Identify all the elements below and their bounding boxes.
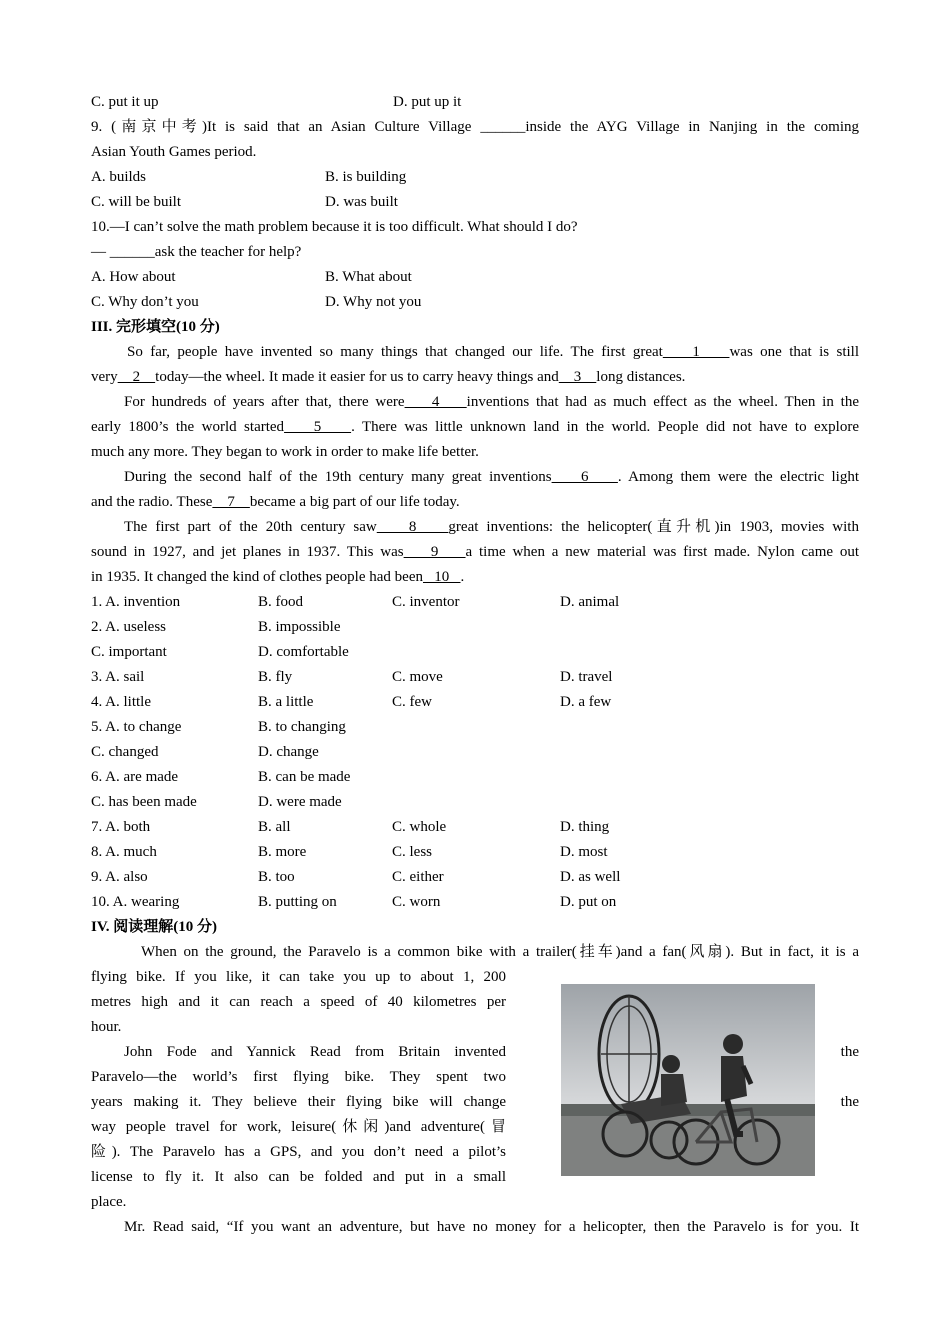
cloze-option-row — [91, 790, 859, 815]
option-d: D. thing — [560, 819, 610, 835]
cloze-p3-line1 — [91, 465, 859, 490]
reading-line-1: When on the ground, the Paravelo is a common bike with a trailer(挂车)and a fan(风扇). But in fact, it is a — [141, 944, 859, 960]
option-b: B. all — [258, 819, 291, 835]
cloze-p2-line3: much any more. They began to work in order to make life better. — [91, 444, 479, 460]
cloze-text: So far, people have invented so many things that changed our life. The first great — [127, 344, 663, 360]
q8-option-d: D. put up it — [393, 94, 462, 110]
option-d: D. put on — [560, 894, 617, 910]
cloze-text: and the radio. These — [91, 494, 213, 510]
q10-options-row2 — [91, 290, 859, 315]
cloze-option-row — [91, 740, 859, 765]
q9-option-c: C. will be built — [91, 194, 181, 210]
option-a: 8. A. much — [91, 844, 157, 860]
cloze-options — [91, 590, 859, 915]
option-d: D. change — [258, 744, 319, 760]
q10-option-c: C. Why don’t you — [91, 294, 199, 310]
cloze-p2-line1 — [91, 390, 859, 415]
option-b: B. impossible — [258, 619, 341, 635]
cloze-text: today—the wheel. It made it easier for us to carry heavy things and — [155, 369, 559, 385]
q10-option-d: D. Why not you — [325, 294, 422, 310]
q8-option-c: C. put it up — [91, 94, 159, 110]
cloze-text: in 1935. It changed the kind of clothes people had been — [91, 569, 423, 585]
q9-stem-line1 — [91, 115, 859, 140]
option-a: 9. A. also — [91, 869, 148, 885]
cloze-option-row — [91, 815, 859, 840]
cloze-option-row — [91, 590, 859, 615]
cloze-blank-10: 10 — [423, 569, 461, 585]
option-c: C. important — [91, 644, 167, 660]
reading-line-11: place. — [91, 1194, 127, 1210]
option-a: 4. A. little — [91, 694, 151, 710]
option-b: B. food — [258, 594, 303, 610]
cloze-option-row — [91, 640, 859, 665]
cloze-option-row — [91, 865, 859, 890]
cloze-blank-6: 6 — [551, 469, 618, 485]
option-b: B. a little — [258, 694, 314, 710]
reading-line-3: metres high and it can reach a speed of 40 kilometres per — [91, 994, 506, 1010]
reading-line-2: flying bike. If you like, it can take you up to about 1, 200 — [91, 969, 506, 985]
cloze-p4-line3 — [91, 565, 859, 590]
cloze-blank-9: 9 — [403, 544, 466, 560]
reading-line-6: Paravelo—the world’s first flying bike. They spent two — [91, 1069, 506, 1085]
reading-text: years making it. They believe their flying bike will change — [91, 1094, 506, 1110]
option-c: C. worn — [392, 894, 441, 910]
option-d: D. as well — [560, 869, 621, 885]
reading-line-9: 险). The Paravelo has a GPS, and you don’t need a pilot’s — [91, 1144, 506, 1160]
cloze-option-row — [91, 665, 859, 690]
worksheet-page — [91, 90, 859, 1240]
cloze-blank-3: 3 — [558, 369, 597, 385]
cloze-blank-2: 2 — [117, 369, 156, 385]
option-d: D. animal — [560, 594, 620, 610]
option-a: 6. A. are made — [91, 769, 179, 785]
q10-stem-line1: 10.—I can’t solve the math problem because it is too difficult. What should I do? — [91, 219, 578, 235]
cloze-text: was one that is still — [729, 344, 860, 360]
option-c: C. whole — [392, 819, 447, 835]
cloze-p4-line2 — [91, 540, 859, 565]
q10-options-row1 — [91, 265, 859, 290]
option-c: C. inventor — [392, 594, 460, 610]
reading-text: John Fode and Yannick Read from Britain invented — [124, 1044, 506, 1060]
option-b: B. putting on — [258, 894, 337, 910]
cloze-text: . There was little unknown land in the world. People did not have to explore — [351, 419, 859, 435]
cloze-blank-7: 7 — [212, 494, 250, 510]
reading-line-10: license to fly it. It also can be folded and put in a small — [91, 1169, 506, 1185]
cloze-text: great inventions: the helicopter(直升机)in 1903, movies with — [448, 519, 859, 535]
option-a: 2. A. useless — [91, 619, 166, 635]
cloze-text: a time when a new material was first made. Nylon came out — [465, 544, 860, 560]
option-b: B. can be made — [258, 769, 351, 785]
cloze-option-row — [91, 615, 859, 640]
option-c: C. few — [392, 694, 432, 710]
cloze-option-row — [91, 890, 859, 915]
cloze-text: long distances. — [596, 369, 686, 385]
section4-heading: IV. 阅读理解(10 分) — [91, 919, 217, 935]
q9-options-row1 — [91, 165, 859, 190]
option-c: C. either — [392, 869, 444, 885]
q9-stem-line2: Asian Youth Games period. — [91, 144, 257, 160]
option-a: 7. A. both — [91, 819, 151, 835]
cloze-text: . — [460, 569, 465, 585]
option-c: C. changed — [91, 744, 159, 760]
cloze-option-row — [91, 840, 859, 865]
q9-option-b: B. is building — [325, 169, 407, 185]
q8-options-row — [91, 90, 859, 115]
reading-line-12: Mr. Read said, “If you want an adventure, but have no money for a helicopter, then the Paravelo is for you. It — [124, 1219, 859, 1235]
cloze-text: inventions that had as much effect as the wheel. Then in the — [466, 394, 859, 410]
paravelo-photo — [561, 984, 815, 1176]
reading-line-4: hour. — [91, 1019, 122, 1035]
option-b: B. too — [258, 869, 295, 885]
option-a: 3. A. sail — [91, 669, 145, 685]
cloze-p1-line2 — [91, 365, 859, 390]
cloze-p4-line1 — [91, 515, 859, 540]
cloze-blank-4: 4 — [404, 394, 467, 410]
cloze-blank-1: 1 — [662, 344, 730, 360]
cloze-text: . Among them were the electric light — [617, 469, 860, 485]
q10-stem-line2: — ______ask the teacher for help? — [91, 244, 302, 260]
option-d: D. comfortable — [258, 644, 349, 660]
cloze-text: The first part of the 20th century saw — [124, 519, 377, 535]
option-c: C. less — [392, 844, 433, 860]
reading-text-right: the — [840, 1094, 859, 1110]
q10-option-b: B. What about — [325, 269, 412, 285]
section3-heading: III. 完形填空(10 分) — [91, 319, 220, 335]
option-a: 1. A. invention — [91, 594, 181, 610]
paravelo-illustration — [561, 984, 815, 1176]
cloze-p1-line1 — [91, 340, 859, 365]
cloze-option-row — [91, 765, 859, 790]
cloze-text: For hundreds of years after that, there were — [124, 394, 405, 410]
cloze-option-row — [91, 690, 859, 715]
cloze-p3-line2 — [91, 490, 859, 515]
q10-option-a: A. How about — [91, 269, 176, 285]
option-b: B. more — [258, 844, 307, 860]
option-d: D. were made — [258, 794, 342, 810]
option-d: D. a few — [560, 694, 612, 710]
q9-text: )It is said that an Asian Culture Village ______inside the AYG Village in Nanjing in the coming — [201, 119, 859, 135]
cloze-text: very — [91, 369, 118, 385]
option-d: D. travel — [560, 669, 613, 685]
reading-line-8: way people travel for work, leisure(休闲)and adventure(冒 — [91, 1119, 506, 1135]
cloze-text: became a big part of our life today. — [249, 494, 460, 510]
cloze-text: sound in 1927, and jet planes in 1937. This was — [91, 544, 404, 560]
option-d: D. most — [560, 844, 608, 860]
option-a: 10. A. wearing — [91, 894, 180, 910]
option-a: 5. A. to change — [91, 719, 182, 735]
cloze-p2-line2 — [91, 415, 859, 440]
q9-option-d: D. was built — [325, 194, 398, 210]
reading-text-right: the — [840, 1044, 859, 1060]
option-c: C. has been made — [91, 794, 197, 810]
q9-option-a: A. builds — [91, 169, 147, 185]
q9-source: 南京中考 — [116, 119, 202, 135]
q9-number: 9. ( — [91, 119, 117, 135]
cloze-option-row — [91, 715, 859, 740]
cloze-blank-5: 5 — [284, 419, 352, 435]
cloze-text: early 1800’s the world started — [91, 419, 285, 435]
option-c: C. move — [392, 669, 443, 685]
option-b: B. to changing — [258, 719, 346, 735]
option-b: B. fly — [258, 669, 293, 685]
cloze-text: During the second half of the 19th century many great inventions — [124, 469, 552, 485]
q9-options-row2 — [91, 190, 859, 215]
cloze-blank-8: 8 — [376, 519, 449, 535]
